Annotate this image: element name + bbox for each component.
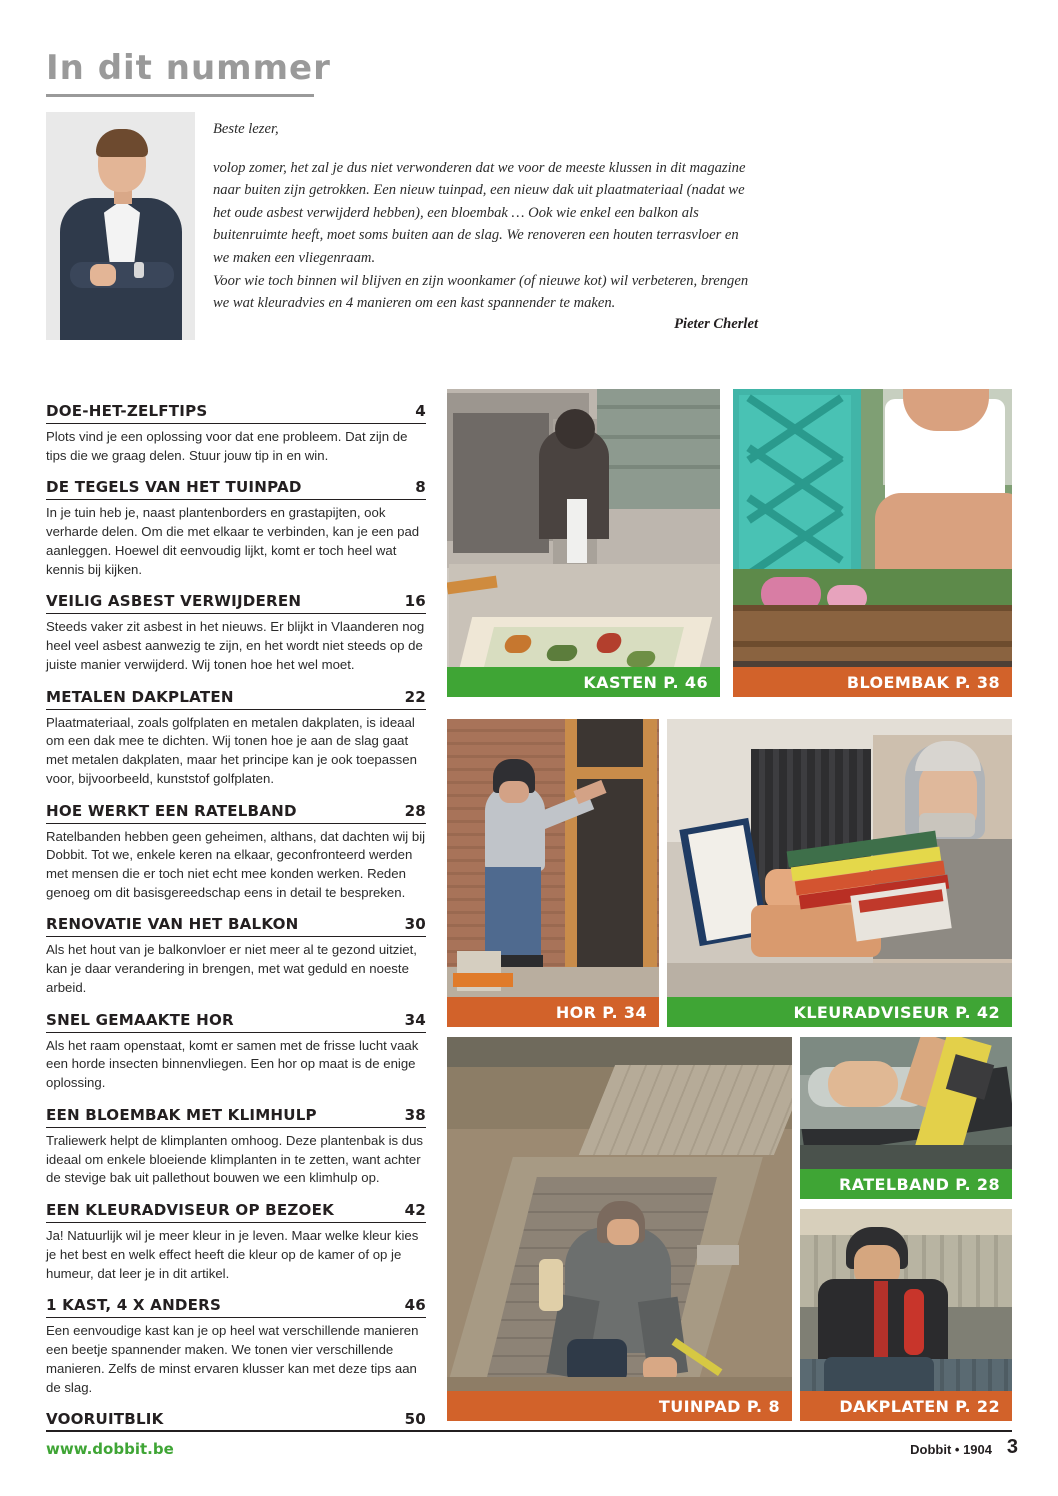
toc-entry[interactable] [46,802,426,903]
toc-entry-page: 46 [404,1296,426,1315]
photo-caption: RATELBAND P. 28 [800,1169,1012,1199]
toc-entry-header[interactable] [46,802,426,824]
editor-portrait [46,112,195,340]
photo-kasten[interactable] [447,389,720,697]
toc-entry-title: EEN BLOEMBAK MET KLIMHULP [46,1105,317,1124]
toc-entry[interactable] [46,915,426,997]
toc-entry-page: 8 [415,478,426,497]
toc-entry-header[interactable] [46,688,426,710]
table-of-contents [46,402,426,1445]
toc-entry-header[interactable] [46,478,426,500]
editorial-body: volop zomer, het zal je dus niet verwonderen dat we voor de meeste klussen in dit magazine naar buiten zijn getrokken. Een nieuw tuinpad, een nieuw dak uit plaatmateriaal (nadat we het oude asbest verwijderd hebben), een bloembak … Ook wie enkel een balkon als buitenruimte heeft, moet soms buiten aan de slag. We renoveren een houten terrasvloer en we maken een vliegenraam. [213,159,746,267]
photo-caption: TUINPAD P. 8 [447,1391,792,1421]
toc-entry-header[interactable] [46,1410,426,1432]
toc-entry-title: METALEN DAKPLATEN [46,687,234,706]
toc-entry-page: 50 [404,1410,426,1429]
toc-entry-page: 28 [404,801,426,820]
toc-entry-page: 38 [404,1105,426,1124]
photo-caption: KASTEN P. 46 [447,667,720,697]
photo-tuinpad[interactable] [447,1037,792,1421]
toc-entry-header[interactable] [46,402,426,424]
toc-entry-page: 42 [404,1201,426,1220]
toc-entry-title: DE TEGELS VAN HET TUINPAD [46,478,302,497]
toc-entry-description: Plaatmateriaal, zoals golfplaten en metalen dakplaten, is ideaal om een dak mee te dichten. Wij tonen hoe je aan de slag gaat met metalen dakplaten, maar het principe kan je ook toepassen voor, bijvoorbeeld, kunststof golfplaten. [46,714,417,786]
toc-entry-description: Een eenvoudige kast kan je op heel wat verschillende manieren een beetje spannender maken. We tonen vier verschillende manieren. Zelfs de minst ervaren klusser kan met deze tips aan de slag. [46,1323,419,1395]
photo-kleuradviseur[interactable] [667,719,1012,1027]
toc-entry-header[interactable] [46,1011,426,1033]
toc-entry-title: EEN KLEURADVISEUR OP BEZOEK [46,1201,334,1220]
footer-page-number: 3 [1006,1436,1018,1458]
footer-divider [46,1430,1012,1432]
photo-caption: BLOEMBAK P. 38 [733,667,1012,697]
toc-entry-title: SNEL GEMAAKTE HOR [46,1010,234,1029]
toc-entry[interactable] [46,1410,426,1432]
toc-entry-page: 4 [415,402,426,420]
photo-dakplaten[interactable] [800,1209,1012,1421]
toc-entry[interactable] [46,688,426,789]
title-divider [46,94,314,97]
toc-entry-header[interactable] [46,915,426,937]
toc-entry-description: Traliewerk helpt de klimplanten omhoog. Deze plantenbak is dus ideaal om enkele bloeiende klimplanten in te zetten, want achter de stevige bak uit pallethout bouwen we een klimhulp op. [46,1132,424,1186]
toc-entry[interactable] [46,1106,426,1188]
toc-entry-header[interactable] [46,1201,426,1223]
toc-entry-header[interactable] [46,1106,426,1128]
editorial-salutation: Beste lezer, [213,121,279,137]
toc-entry-description: Steeds vaker zit asbest in het nieuws. Er blijkt in Vlaanderen nog heel veel asbest aanwezig te zijn, en het wordt niet steeds op de juiste manier verwijderd. Wij tonen hoe het wel moet. [46,619,425,672]
editorial-body-2: Voor wie toch binnen wil blijven en zijn woonkamer (of nieuwe kot) wil verbeteren, brengen we wat kleuradvies en 4 manieren om een kast spannender te maken. [213,272,749,312]
toc-entry-title: VEILIG ASBEST VERWIJDEREN [46,592,302,611]
toc-entry-title: RENOVATIE VAN HET BALKON [46,915,299,934]
toc-entry-header[interactable] [46,1296,426,1318]
editorial-text [213,118,758,331]
photo-caption: KLEURADVISEUR P. 42 [667,997,1012,1027]
toc-entry[interactable] [46,478,426,579]
toc-entry[interactable] [46,1296,426,1397]
toc-entry-page: 16 [404,592,426,611]
toc-entry-description: Ja! Natuurlijk wil je meer kleur in je leven. Maar welke kleur kies je het best en welk effect heeft die kleur op de kamer of op je humeur, dat leer je in dit artikel. [46,1228,419,1281]
toc-entry-description: Als het raam openstaat, komt er samen met de frisse lucht vaak een horde insecten binnenvliegen. Een hor op maat is de enige oplossing. [46,1037,419,1091]
toc-entry[interactable] [46,592,426,674]
toc-entry-page: 30 [404,915,426,934]
page-title: In dit nummer [46,48,331,88]
footer-magazine-issue: Dobbit • 1904 [910,1442,992,1457]
toc-entry-description: Als het hout van je balkonvloer er niet meer al te gezond uitziet, kan je daar verandering in brengen, met wat geduld en noeste arbeid. [46,942,417,995]
toc-entry-page: 34 [404,1010,426,1029]
toc-entry-header[interactable] [46,592,426,614]
toc-entry-description: In je tuin heb je, naast plantenborders en grastapijten, ook verharde delen. Om die met elkaar te verbinden, kan je een pad aanleggen. Hoewel dit eenvoudig lijkt, komt er toch heel wat kennis bij kijken. [46,505,420,577]
toc-entry-page: 22 [404,687,426,706]
toc-entry[interactable] [46,1201,426,1283]
toc-entry-title: 1 KAST, 4 X ANDERS [46,1296,222,1315]
photo-caption: DAKPLATEN P. 22 [800,1391,1012,1421]
footer-website-link[interactable]: www.dobbit.be [46,1440,174,1458]
toc-entry-title: VOORUITBLIK [46,1410,164,1429]
photo-hor[interactable] [447,719,659,1027]
toc-entry-title: HOE WERKT EEN RATELBAND [46,801,297,820]
photo-ratelband[interactable] [800,1037,1012,1199]
editorial-signature: Pieter Cherlet [674,316,758,332]
toc-entry-description: Ratelbanden hebben geen geheimen, althans, dat dachten wij bij Dobbit. Tot we, enkele keren na elkaar, geconfronteerd werden met mensen die er toch niet echt mee konden werken. Reden genoeg om dit basisgereedschap eens in detail te bespreken. [46,828,426,900]
photo-caption: HOR P. 34 [447,997,659,1027]
toc-entry[interactable] [46,402,426,465]
toc-entry[interactable] [46,1011,426,1093]
photo-bloembak[interactable] [733,389,1012,697]
toc-entry-title: DOE-HET-ZELFTIPS [46,402,208,420]
toc-entry-description: Plots vind je een oplossing voor dat ene probleem. Dat zijn de tips die we graag delen. Stuur jouw tip in en win. [46,429,408,463]
